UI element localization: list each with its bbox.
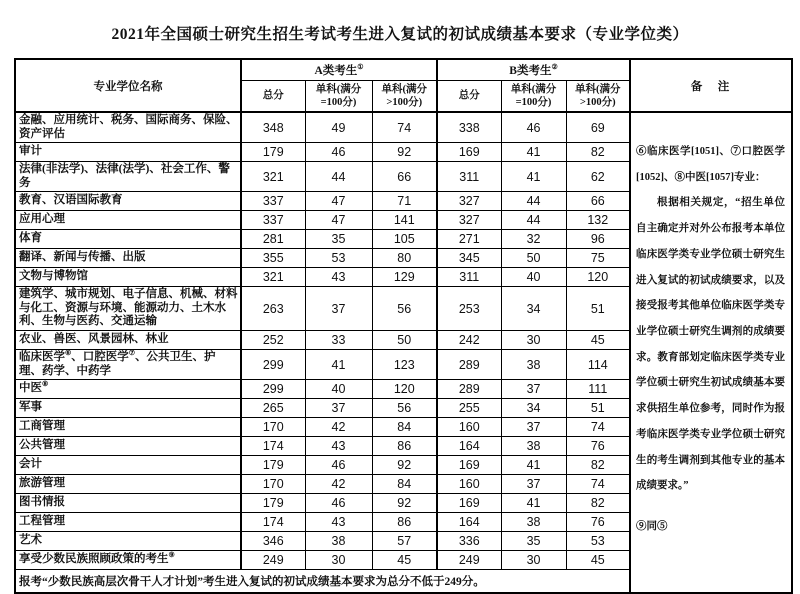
major-name-cell: 图书情报 xyxy=(15,494,241,513)
score-cell: 86 xyxy=(372,513,437,532)
score-cell: 66 xyxy=(372,162,437,192)
col-header-major: 专业学位名称 xyxy=(15,59,241,112)
score-cell: 170 xyxy=(241,475,305,494)
score-cell: 47 xyxy=(305,211,372,230)
score-cell: 37 xyxy=(305,399,372,418)
score-cell: 43 xyxy=(305,513,372,532)
score-cell: 74 xyxy=(566,475,630,494)
major-name-cell: 审计 xyxy=(15,143,241,162)
score-cell: 169 xyxy=(437,494,501,513)
major-name-cell: 公共管理 xyxy=(15,437,241,456)
score-cell: 37 xyxy=(501,418,566,437)
score-cell: 56 xyxy=(372,399,437,418)
score-cell: 84 xyxy=(372,418,437,437)
score-cell: 40 xyxy=(305,380,372,399)
score-cell: 92 xyxy=(372,143,437,162)
major-name-cell: 旅游管理 xyxy=(15,475,241,494)
score-cell: 41 xyxy=(305,349,372,379)
score-cell: 38 xyxy=(501,513,566,532)
score-cell: 346 xyxy=(241,532,305,551)
remark-paragraph: ⑨同⑤ xyxy=(636,520,668,532)
score-cell: 338 xyxy=(437,112,501,143)
score-cell: 42 xyxy=(305,475,372,494)
col-header-b-total: 总分 xyxy=(437,81,501,113)
score-cell: 38 xyxy=(501,437,566,456)
score-cell: 337 xyxy=(241,211,305,230)
score-cell: 321 xyxy=(241,162,305,192)
table-row xyxy=(15,112,792,143)
score-cell: 170 xyxy=(241,418,305,437)
score-cell: 76 xyxy=(566,513,630,532)
col-header-a-total: 总分 xyxy=(241,81,305,113)
score-cell: 169 xyxy=(437,456,501,475)
score-cell: 289 xyxy=(437,349,501,379)
score-cell: 46 xyxy=(305,143,372,162)
score-cell: 252 xyxy=(241,330,305,349)
col-header-group-b xyxy=(437,59,630,81)
major-name-cell: 农业、兽医、风景园林、林业 xyxy=(15,330,241,349)
score-cell: 33 xyxy=(305,330,372,349)
col-header-a-subject100: 单科(满分=100分) xyxy=(305,81,372,113)
score-cell: 32 xyxy=(501,230,566,249)
score-cell: 45 xyxy=(566,551,630,570)
score-cell: 37 xyxy=(501,475,566,494)
score-cell: 76 xyxy=(566,437,630,456)
score-cell: 74 xyxy=(372,112,437,143)
col-header-a-subject-gt100: 单科(满分>100分) xyxy=(372,81,437,113)
major-name-cell: 文物与博物馆 xyxy=(15,268,241,287)
score-cell: 53 xyxy=(566,532,630,551)
score-cell: 311 xyxy=(437,162,501,192)
score-cell: 41 xyxy=(501,143,566,162)
score-cell: 35 xyxy=(501,532,566,551)
score-cell: 345 xyxy=(437,249,501,268)
score-cell: 174 xyxy=(241,437,305,456)
remark-paragraph: 根据相关规定，“招生单位自主确定并对外公布报考本单位临床医学类专业学位硕士研究生进入复试的初试成绩要求，以及接受报考其他单位临床医学类专业学位硕士研究生调剂的成绩要求。教育部划定临床医学类专业学位硕士研究生初试成绩基本要求供招生单位参考，同时作为报考临床医学类专业学位硕士研究生的考生调剂到其他专业的基本成绩要求。” xyxy=(636,197,786,492)
score-cell: 120 xyxy=(372,380,437,399)
score-cell: 47 xyxy=(305,192,372,211)
score-cell: 53 xyxy=(305,249,372,268)
score-cell: 75 xyxy=(566,249,630,268)
score-cell: 336 xyxy=(437,532,501,551)
score-cell: 169 xyxy=(437,143,501,162)
score-cell: 69 xyxy=(566,112,630,143)
score-cell: 40 xyxy=(501,268,566,287)
score-cell: 92 xyxy=(372,494,437,513)
col-header-b-subject-gt100: 单科(满分>100分) xyxy=(566,81,630,113)
score-cell: 114 xyxy=(566,349,630,379)
score-cell: 132 xyxy=(566,211,630,230)
major-name-cell: 体育 xyxy=(15,230,241,249)
score-cell: 34 xyxy=(501,287,566,331)
score-cell: 249 xyxy=(437,551,501,570)
major-name-cell: 享受少数民族照顾政策的考生⑨ xyxy=(15,551,241,570)
major-name-cell: 军事 xyxy=(15,399,241,418)
score-cell: 30 xyxy=(305,551,372,570)
score-cell: 129 xyxy=(372,268,437,287)
score-cell: 37 xyxy=(501,380,566,399)
score-cell: 120 xyxy=(566,268,630,287)
score-cell: 66 xyxy=(566,192,630,211)
score-cell: 50 xyxy=(372,330,437,349)
table-header xyxy=(15,59,792,112)
score-cell: 44 xyxy=(305,162,372,192)
col-header-b-subject100: 单科(满分=100分) xyxy=(501,81,566,113)
major-name-cell: 法律(非法学)、法律(法学)、社会工作、警务 xyxy=(15,162,241,192)
score-cell: 348 xyxy=(241,112,305,143)
score-cell: 327 xyxy=(437,192,501,211)
score-cell: 44 xyxy=(501,211,566,230)
score-cell: 41 xyxy=(501,494,566,513)
score-table xyxy=(14,58,793,594)
score-cell: 57 xyxy=(372,532,437,551)
page-title: 2021年全国硕士研究生招生考试考生进入复试的初试成绩基本要求（专业学位类） xyxy=(111,26,689,43)
score-cell: 30 xyxy=(501,330,566,349)
col-header-remark: 备 注 xyxy=(630,59,792,112)
major-name-cell: 临床医学⑥、口腔医学⑦、公共卫生、护理、药学、中药学 xyxy=(15,349,241,379)
score-cell: 255 xyxy=(437,399,501,418)
major-name-cell: 工商管理 xyxy=(15,418,241,437)
group-a-label: A类考生 xyxy=(314,65,358,77)
minority-plan-note: 报考“少数民族高层次骨干人才计划”考生进入复试的初试成绩基本要求为总分不低于249分。 xyxy=(15,570,630,594)
score-cell: 49 xyxy=(305,112,372,143)
score-cell: 45 xyxy=(566,330,630,349)
score-cell: 141 xyxy=(372,211,437,230)
score-cell: 179 xyxy=(241,143,305,162)
score-cell: 41 xyxy=(501,456,566,475)
major-name-cell: 教育、汉语国际教育 xyxy=(15,192,241,211)
major-name-cell: 中医⑧ xyxy=(15,380,241,399)
major-name-cell: 翻译、新闻与传播、出版 xyxy=(15,249,241,268)
remark-paragraph: ⑥临床医学[1051]、⑦口腔医学[1052]、⑧中医[1057]专业： xyxy=(636,146,786,183)
major-name-cell: 会计 xyxy=(15,456,241,475)
group-a-footnote-mark: ① xyxy=(357,63,364,72)
major-name-cell: 艺术 xyxy=(15,532,241,551)
major-name-cell: 工程管理 xyxy=(15,513,241,532)
score-cell: 271 xyxy=(437,230,501,249)
score-cell: 242 xyxy=(437,330,501,349)
table-body xyxy=(15,112,792,593)
score-cell: 327 xyxy=(437,211,501,230)
score-cell: 74 xyxy=(566,418,630,437)
score-cell: 164 xyxy=(437,513,501,532)
score-cell: 46 xyxy=(305,494,372,513)
score-cell: 123 xyxy=(372,349,437,379)
score-cell: 249 xyxy=(241,551,305,570)
score-cell: 46 xyxy=(501,112,566,143)
score-cell: 34 xyxy=(501,399,566,418)
score-cell: 35 xyxy=(305,230,372,249)
score-cell: 82 xyxy=(566,456,630,475)
score-cell: 38 xyxy=(305,532,372,551)
score-cell: 160 xyxy=(437,418,501,437)
score-cell: 321 xyxy=(241,268,305,287)
score-cell: 355 xyxy=(241,249,305,268)
major-name-cell: 建筑学、城市规划、电子信息、机械、材料与化工、资源与环境、能源动力、土木水利、生物与医药、交通运输 xyxy=(15,287,241,331)
score-cell: 174 xyxy=(241,513,305,532)
score-cell: 265 xyxy=(241,399,305,418)
score-cell: 164 xyxy=(437,437,501,456)
score-cell: 50 xyxy=(501,249,566,268)
score-cell: 84 xyxy=(372,475,437,494)
score-cell: 299 xyxy=(241,380,305,399)
remark-cell xyxy=(630,112,792,593)
score-cell: 45 xyxy=(372,551,437,570)
score-cell: 92 xyxy=(372,456,437,475)
major-name-cell: 金融、应用统计、税务、国际商务、保险、资产评估 xyxy=(15,112,241,143)
score-cell: 38 xyxy=(501,349,566,379)
score-cell: 105 xyxy=(372,230,437,249)
score-cell: 37 xyxy=(305,287,372,331)
score-cell: 311 xyxy=(437,268,501,287)
score-cell: 337 xyxy=(241,192,305,211)
score-cell: 46 xyxy=(305,456,372,475)
score-cell: 253 xyxy=(437,287,501,331)
score-cell: 41 xyxy=(501,162,566,192)
score-cell: 56 xyxy=(372,287,437,331)
score-cell: 111 xyxy=(566,380,630,399)
group-b-label: B类考生 xyxy=(509,65,552,77)
score-cell: 289 xyxy=(437,380,501,399)
score-cell: 160 xyxy=(437,475,501,494)
score-cell: 179 xyxy=(241,494,305,513)
score-cell: 43 xyxy=(305,437,372,456)
score-cell: 263 xyxy=(241,287,305,331)
score-cell: 71 xyxy=(372,192,437,211)
score-cell: 82 xyxy=(566,494,630,513)
score-cell: 86 xyxy=(372,437,437,456)
score-cell: 299 xyxy=(241,349,305,379)
score-cell: 179 xyxy=(241,456,305,475)
score-cell: 80 xyxy=(372,249,437,268)
score-cell: 62 xyxy=(566,162,630,192)
major-name-cell: 应用心理 xyxy=(15,211,241,230)
score-cell: 42 xyxy=(305,418,372,437)
score-cell: 51 xyxy=(566,399,630,418)
score-cell: 44 xyxy=(501,192,566,211)
group-b-footnote-mark: ② xyxy=(551,63,558,72)
score-cell: 30 xyxy=(501,551,566,570)
score-cell: 43 xyxy=(305,268,372,287)
col-header-group-a xyxy=(241,59,437,81)
score-cell: 51 xyxy=(566,287,630,331)
score-cell: 82 xyxy=(566,143,630,162)
score-cell: 96 xyxy=(566,230,630,249)
score-cell: 281 xyxy=(241,230,305,249)
